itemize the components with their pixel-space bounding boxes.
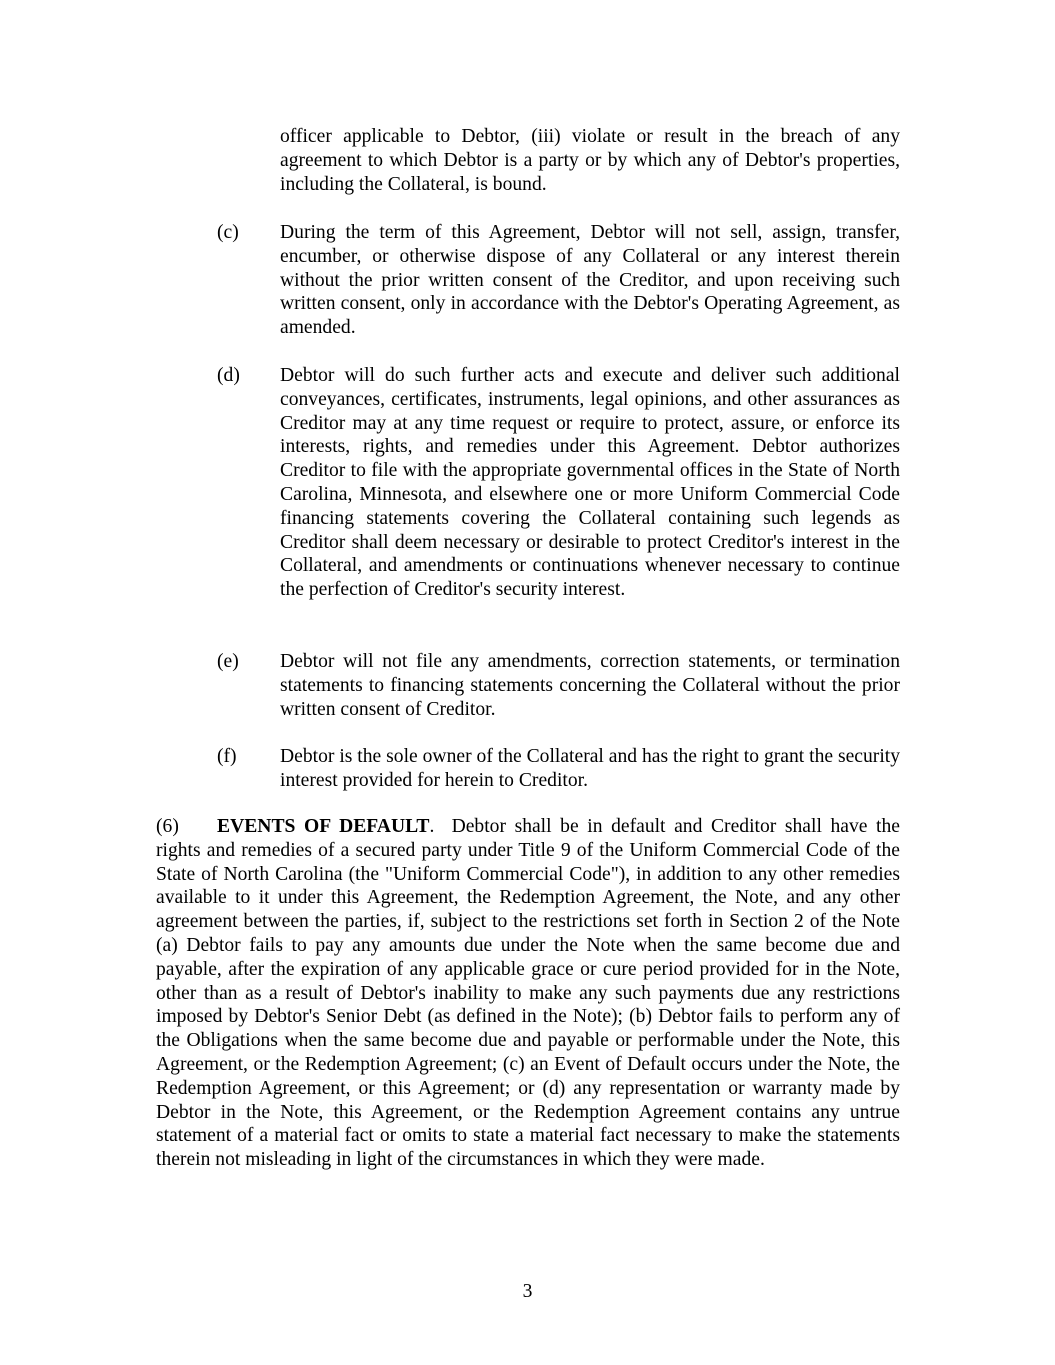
item-label: (c) bbox=[217, 222, 239, 243]
item-label: (f) bbox=[217, 746, 237, 767]
section-title-punctuation: . bbox=[429, 816, 435, 837]
item-text: Debtor is the sole owner of the Collateral and has the right to grant the security interest provided for herein to Creditor. bbox=[280, 746, 900, 791]
section-number: (6) bbox=[156, 816, 179, 837]
page-number: 3 bbox=[522, 1281, 533, 1302]
continuation-paragraph: officer applicable to Debtor, (iii) violate or result in the breach of any agreement to which Debtor is a party or by which any of Debtor's properties, including the Collateral, is bound. bbox=[280, 126, 900, 195]
item-text: During the term of this Agreement, Debtor will not sell, assign, transfer, encumber, or otherwise dispose of any Collateral or any interest therein without the prior written consent of the Creditor, and upon receiving such written consent, only in accordance with the Debtor's Operating Agreement, as amended. bbox=[280, 222, 900, 339]
item-label: (e) bbox=[217, 651, 239, 672]
item-text: Debtor will do such further acts and execute and deliver such additional conveyances, certificates, instruments, legal opinions, and other assurances as Creditor may at any time request or require to protect, assure, or enforce its interests, rights, and remedies under this Agreement. Debtor authorizes Creditor to file with the appropriate governmental offices in the State of North Carolina, Minnesota, and elsewhere one or more Uniform Commercial Code financing statements covering the Collateral containing such legends as Creditor shall deem necessary or desirable to protect Creditor's interest in the Collateral, and amendments or continuations whenever necessary to continue the perfection of Creditor's security interest. bbox=[280, 365, 900, 601]
section-6-events-of-default bbox=[156, 815, 900, 1172]
item-text: Debtor will not file any amendments, correction statements, or termination statements to financing statements concerning the Collateral without the prior written consent of Creditor. bbox=[280, 651, 900, 720]
item-label: (d) bbox=[217, 365, 240, 386]
section-body: Debtor shall be in default and Creditor shall have the rights and remedies of a secured party under Title 9 of the Uniform Commercial Code of the State of North Carolina (the "Uniform Commercial Code"), in addition to any other remedies available to it under this Agreement, the Redemption Agreement, the Note, and any other agreement between the parties, if, subject to the restrictions set forth in Section 2 of the Note (a) Debtor fails to pay any amounts due under the Note when the same become due and payable, after the expiration of any applicable grace or cure period provided for in the Note, other than as a result of Debtor's inability to make any such payments due any restrictions imposed by Debtor's Senior Debt (as defined in the Note); (b) Debtor fails to perform any of the Obligations when the same become due and payable or performable under the Note, this Agreement, or the Redemption Agreement; (c) an Event of Default occurs under the Note, the Redemption Agreement, or this Agreement; or (d) any representation or warranty made by Debtor in the Note, this Agreement, or the Redemption Agreement contains any untrue statement of a material fact or omits to state a material fact necessary to make the statements therein not misleading in light of the circumstances in which they were made. bbox=[156, 816, 900, 1171]
section-title: EVENTS OF DEFAULT bbox=[217, 816, 430, 837]
